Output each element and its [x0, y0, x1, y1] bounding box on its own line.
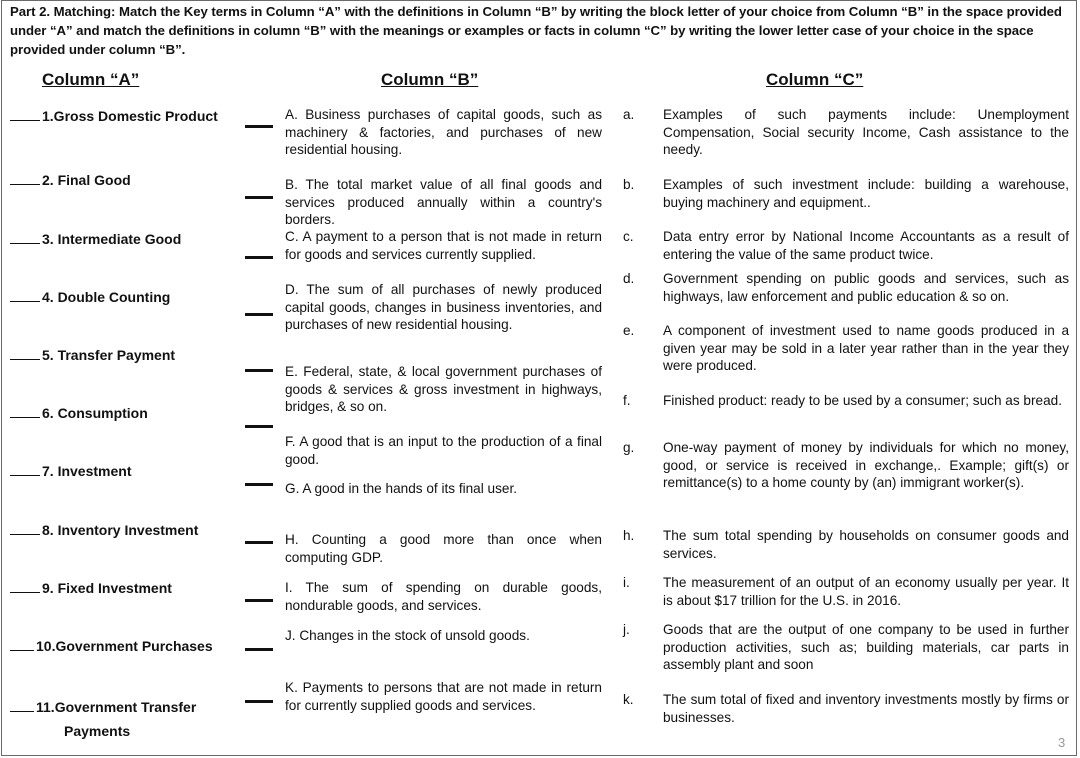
column-c-letter: d. [623, 271, 635, 286]
answer-blank[interactable] [10, 463, 40, 476]
column-c-item: The measurement of an output of an economy usually per year. It is about $17 trillion for the U.S. in 2016. [663, 575, 1069, 608]
column-a-item: 9. Fixed Investment [10, 580, 172, 597]
column-b-item: D. The sum of all purchases of newly produced capital goods, changes in business inventories, and purchases of new residential housing. [285, 282, 602, 332]
answer-blank[interactable] [245, 196, 273, 199]
column-a-item: 1.Gross Domestic Product [10, 108, 218, 125]
column-c-item: A component of investment used to name goods produced in a given year may be sold in a later year rather than in the year they were produced. [663, 323, 1069, 373]
answer-blank[interactable] [245, 648, 273, 651]
answer-blank[interactable] [245, 256, 273, 259]
answer-blank[interactable] [10, 580, 40, 593]
answer-blank[interactable] [10, 347, 40, 360]
column-c-item: The sum total spending by households on consumer goods and services. [663, 528, 1069, 561]
column-a-item: 11.Government Transfer Payments [10, 699, 196, 716]
column-b-item: G. A good in the hands of its final user. [285, 481, 518, 496]
column-c-letter: h. [623, 528, 635, 543]
column-b-header: Column “B” [381, 70, 479, 89]
answer-blank[interactable] [10, 638, 34, 651]
answer-blank[interactable] [10, 405, 40, 418]
column-c-letter: k. [623, 692, 634, 707]
column-b-item: H. Counting a good more than once when computing GDP. [285, 532, 602, 565]
column-a-item: 4. Double Counting [10, 289, 170, 306]
answer-blank[interactable] [245, 425, 273, 428]
column-a-item: 7. Investment [10, 463, 131, 480]
column-a-item: 6. Consumption [10, 405, 148, 422]
column-a-item: 5. Transfer Payment [10, 347, 175, 364]
column-b-item: F. A good that is an input to the production of a final good. [285, 434, 602, 467]
column-a-item: 3. Intermediate Good [10, 231, 181, 248]
answer-blank[interactable] [245, 369, 273, 372]
answer-blank[interactable] [245, 125, 273, 128]
answer-blank[interactable] [245, 483, 273, 486]
column-c-letter: b. [623, 177, 635, 192]
column-a-header: Column “A” [42, 70, 140, 89]
column-c-letter: f. [623, 393, 631, 408]
column-c-item: The sum total of fixed and inventory investments mostly by firms or businesses. [663, 692, 1069, 725]
column-c-item: Finished product: ready to be used by a consumer; such as bread. [663, 393, 1062, 408]
column-c-item: Examples of such payments include: Unemployment Compensation, Social security Income, Cash assistance to the needy. [663, 107, 1069, 157]
column-b-item: E. Federal, state, & local government purchases of goods & services & gross investment in highways, bridges, & so on. [285, 364, 602, 414]
answer-blank[interactable] [245, 599, 273, 602]
instructions: Part 2. Matching: Match the Key terms in Column “A” with the definitions in Column “B” by writing the block letter of your choice from Column “B” in the space provided under “A” and match the definitions in column “B” with the meanings or examples or facts in column “C” by writing the lower letter case of your choice in the space provided under column “B”. [10, 4, 1062, 57]
column-c-item: One-way payment of money by individuals for which no money, good, or service is received in exchange,. Example; gift(s) or remittance(s) to a home county by (an) immigrant worker(s). [663, 440, 1069, 490]
column-c-letter: a. [623, 107, 635, 122]
column-c-letter: c. [623, 229, 634, 244]
column-c-header: Column “C” [766, 70, 864, 89]
answer-blank[interactable] [245, 541, 273, 544]
answer-blank[interactable] [245, 313, 273, 316]
column-b-item: A. Business purchases of capital goods, such as machinery & factories, and purchases of new residential housing. [285, 107, 602, 157]
column-b-item: C. A payment to a person that is not made in return for goods and services currently supplied. [285, 229, 602, 262]
column-a-item: 10.Government Purchases [10, 638, 213, 655]
column-a-item: 2. Final Good [10, 172, 131, 189]
column-c-letter: j. [623, 622, 630, 637]
column-b-item: B. The total market value of all final goods and services produced annually within a country's borders. [285, 177, 602, 227]
column-c-item: Government spending on public goods and services, such as highways, law enforcement and public education & so on. [663, 271, 1069, 304]
column-b-item: J. Changes in the stock of unsold goods. [285, 628, 530, 643]
answer-blank[interactable] [10, 522, 40, 535]
page-number: 3 [1058, 735, 1066, 750]
column-c-item: Examples of such investment include: building a warehouse, buying machinery and equipment.. [663, 177, 1069, 210]
column-c-item: Data entry error by National Income Accountants as a result of entering the value of the same product twice. [663, 229, 1069, 262]
column-c-letter: e. [623, 323, 635, 338]
answer-blank[interactable] [10, 172, 40, 185]
answer-blank[interactable] [10, 289, 40, 302]
column-c-letter: g. [623, 440, 635, 455]
column-c-letter: i. [623, 575, 630, 590]
answer-blank[interactable] [10, 231, 40, 244]
column-a-item: 8. Inventory Investment [10, 522, 198, 539]
answer-blank[interactable] [10, 699, 34, 712]
answer-blank[interactable] [245, 700, 273, 703]
answer-blank[interactable] [10, 108, 40, 121]
column-c-item: Goods that are the output of one company to be used in further production activities, such as; building materials, car parts in assembly plant and soon [663, 622, 1069, 672]
column-b-item: I. The sum of spending on durable goods, nondurable goods, and services. [285, 580, 602, 613]
column-b-item: K. Payments to persons that are not made in return for currently supplied goods and services. [285, 680, 602, 713]
